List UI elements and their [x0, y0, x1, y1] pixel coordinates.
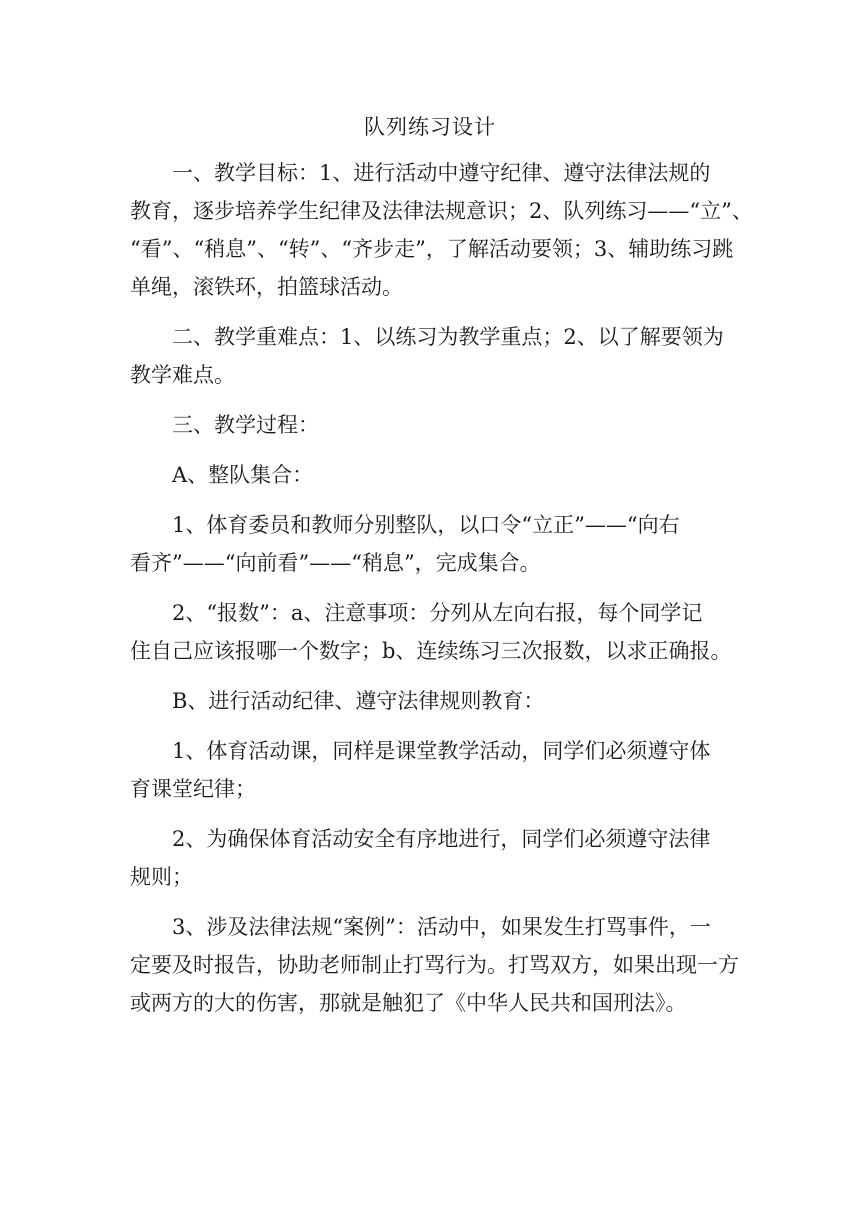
- paragraph: [130, 456, 742, 494]
- paragraph: [130, 154, 753, 306]
- paragraph: [130, 732, 742, 808]
- paragraph-line: 1、体育委员和教师分别整队，以口令“立正”——“向右: [172, 513, 680, 537]
- paragraph-line: 住自己应该报哪一个数字；b、连续练习三次报数，以求正确报。: [130, 639, 732, 663]
- paragraph: [130, 506, 742, 582]
- paragraph-line: 二、教学重难点：1、以练习为教学重点；2、以了解要领为: [172, 325, 724, 349]
- paragraph: [130, 820, 742, 896]
- paragraph-line: 三、教学过程：: [172, 413, 319, 437]
- paragraph-line: 一、教学目标：1、进行活动中遵守纪律、遵守法律法规的: [172, 161, 711, 185]
- paragraph-line: 定要及时报告，协助老师制止打骂行为。打骂双方，如果出现一方: [130, 953, 739, 977]
- paragraph-line: B、进行活动纪律、遵守法律规则教育：: [172, 689, 545, 713]
- paragraph-line: 教育，逐步培养学生纪律及法律法规意识；2、队列练习——“立”、: [130, 199, 753, 223]
- paragraph-line: A、整队集合：: [172, 463, 314, 487]
- paragraph: [130, 318, 742, 394]
- paragraph-line: 看齐”——“向前看”——“稍息”，完成集合。: [130, 551, 541, 575]
- paragraph-line: 1、体育活动课，同样是课堂教学活动，同学们必须遵守体: [172, 739, 711, 763]
- paragraph: [130, 406, 742, 444]
- paragraph: [130, 908, 742, 1022]
- paragraph-line: 单绳，滚铁环，拍篮球活动。: [130, 275, 403, 299]
- paragraph-line: 2、“报数”：a、注意事项：分列从左向右报，每个同学记: [172, 601, 703, 625]
- paragraph-line: 教学难点。: [130, 363, 235, 387]
- paragraph-line: 3、涉及法律法规“案例”：活动中，如果发生打骂事件，一: [172, 915, 711, 939]
- document-body: [130, 154, 753, 1034]
- paragraph: [130, 682, 742, 720]
- paragraph-line: 2、为确保体育活动安全有序地进行，同学们必须遵守法律: [172, 827, 711, 851]
- paragraph-line: 或两方的大的伤害，那就是触犯了《中华人民共和国刑法》。: [130, 991, 687, 1015]
- paragraph-line: “看”、“稍息”、“转”、“齐步走”，了解活动要领；3、辅助练习跳: [130, 237, 734, 261]
- paragraph: [130, 594, 742, 670]
- document-title: 队列练习设计: [364, 115, 496, 139]
- paragraph-line: 规则；: [130, 865, 193, 889]
- paragraph-line: 育课堂纪律；: [130, 777, 256, 801]
